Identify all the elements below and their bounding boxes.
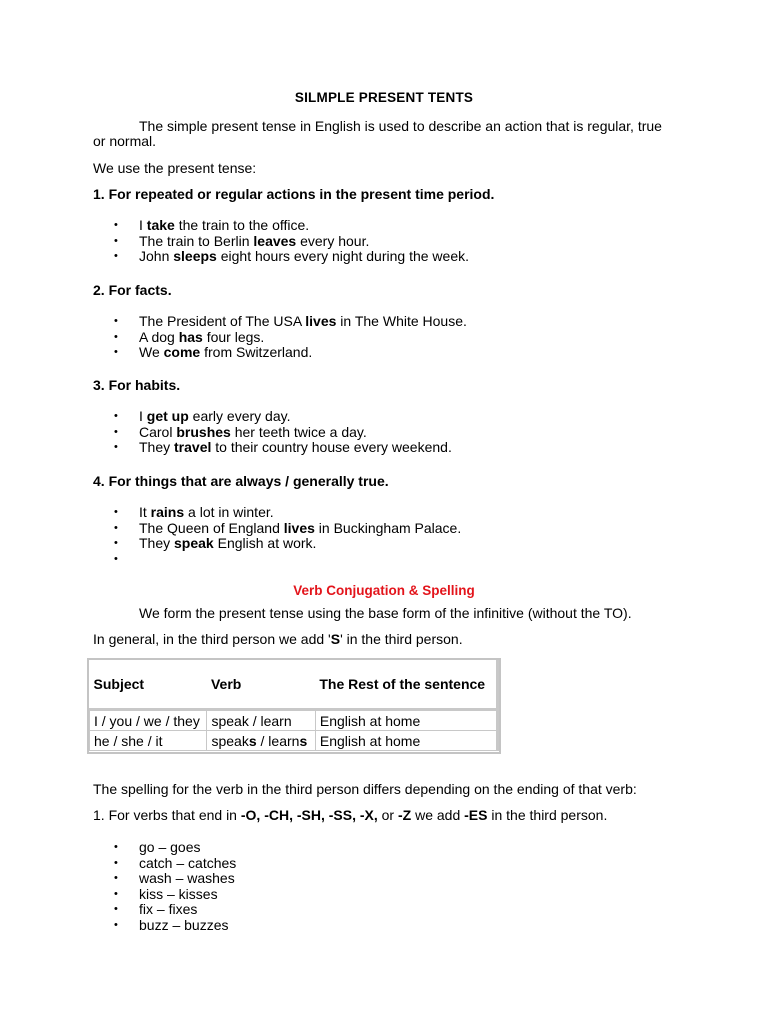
table-header-row: [90, 660, 498, 710]
section-1-heading: 1. For repeated or regular actions in the present time period.: [93, 186, 495, 202]
table-cell: he / she / it: [90, 731, 207, 751]
spelling-examples-list: [0, 840, 236, 933]
list-item: • I get up early every day.: [0, 409, 452, 425]
we-use-line: We use the present tense:: [93, 160, 257, 176]
conjugation-table: [87, 658, 501, 754]
table-cell: English at home: [315, 731, 497, 751]
table-row: [90, 710, 498, 731]
conjugation-heading: Verb Conjugation & Spelling: [293, 583, 475, 598]
table-header-cell: The Rest of the sentence: [315, 660, 497, 710]
conjugation-line-1: We form the present tense using the base form of the infinitive (without the TO).: [139, 605, 632, 621]
table-header-cell: Verb: [210, 676, 242, 692]
list-item: • The train to Berlin leaves every hour.: [0, 234, 469, 250]
list-item: • buzz – buzzes: [0, 918, 236, 934]
list-item: • John sleeps eight hours every night during the week.: [0, 249, 469, 265]
table-header-cell: Subject: [93, 676, 145, 692]
list-item: • wash – washes: [0, 871, 236, 887]
list-item: • It rains a lot in winter.: [0, 505, 461, 521]
list-item: • The President of The USA lives in The White House.: [0, 314, 467, 330]
section-4-list: [0, 505, 461, 567]
spelling-rule-1: 1. For verbs that end in -O, -CH, -SH, -SS, -X, or -Z we add -ES in the third person.: [93, 807, 608, 823]
page-title: SILMPLE PRESENT TENTS: [294, 90, 474, 105]
list-item: • A dog has four legs.: [0, 330, 467, 346]
section-2-heading: 2. For facts.: [93, 282, 172, 298]
table-cell: speak / learn: [207, 710, 315, 731]
table-cell: I / you / we / they: [90, 710, 207, 731]
list-item: • I take the train to the office.: [0, 218, 469, 234]
intro-line-1: The simple present tense in English is used to describe an action that is regular, true: [139, 118, 662, 134]
table-cell: English at home: [315, 710, 497, 731]
intro-line-2: or normal.: [93, 133, 157, 149]
section-3-list: [0, 409, 452, 456]
list-item: • They speak English at work.: [0, 536, 461, 552]
conjugation-line-2: In general, in the third person we add 'S' in the third person.: [93, 631, 463, 647]
list-item: • The Queen of England lives in Buckingham Palace.: [0, 521, 461, 537]
list-item: • We come from Switzerland.: [0, 345, 467, 361]
section-2-list: [0, 314, 467, 361]
list-item: • catch – catches: [0, 856, 236, 872]
list-item: • go – goes: [0, 840, 236, 856]
section-3-heading: 3. For habits.: [93, 377, 181, 393]
spelling-intro: The spelling for the verb in the third person differs depending on the ending of that verb:: [93, 781, 637, 797]
list-item: • They travel to their country house every weekend.: [0, 440, 452, 456]
list-item: • fix – fixes: [0, 902, 236, 918]
section-1-list: [0, 218, 469, 265]
list-item: • kiss – kisses: [0, 887, 236, 903]
table-cell: speaks / learns: [207, 731, 315, 751]
table-row: [90, 731, 498, 751]
list-item: [0, 552, 461, 568]
section-4-heading: 4. For things that are always / generally true.: [93, 473, 389, 489]
list-item: • Carol brushes her teeth twice a day.: [0, 425, 452, 441]
